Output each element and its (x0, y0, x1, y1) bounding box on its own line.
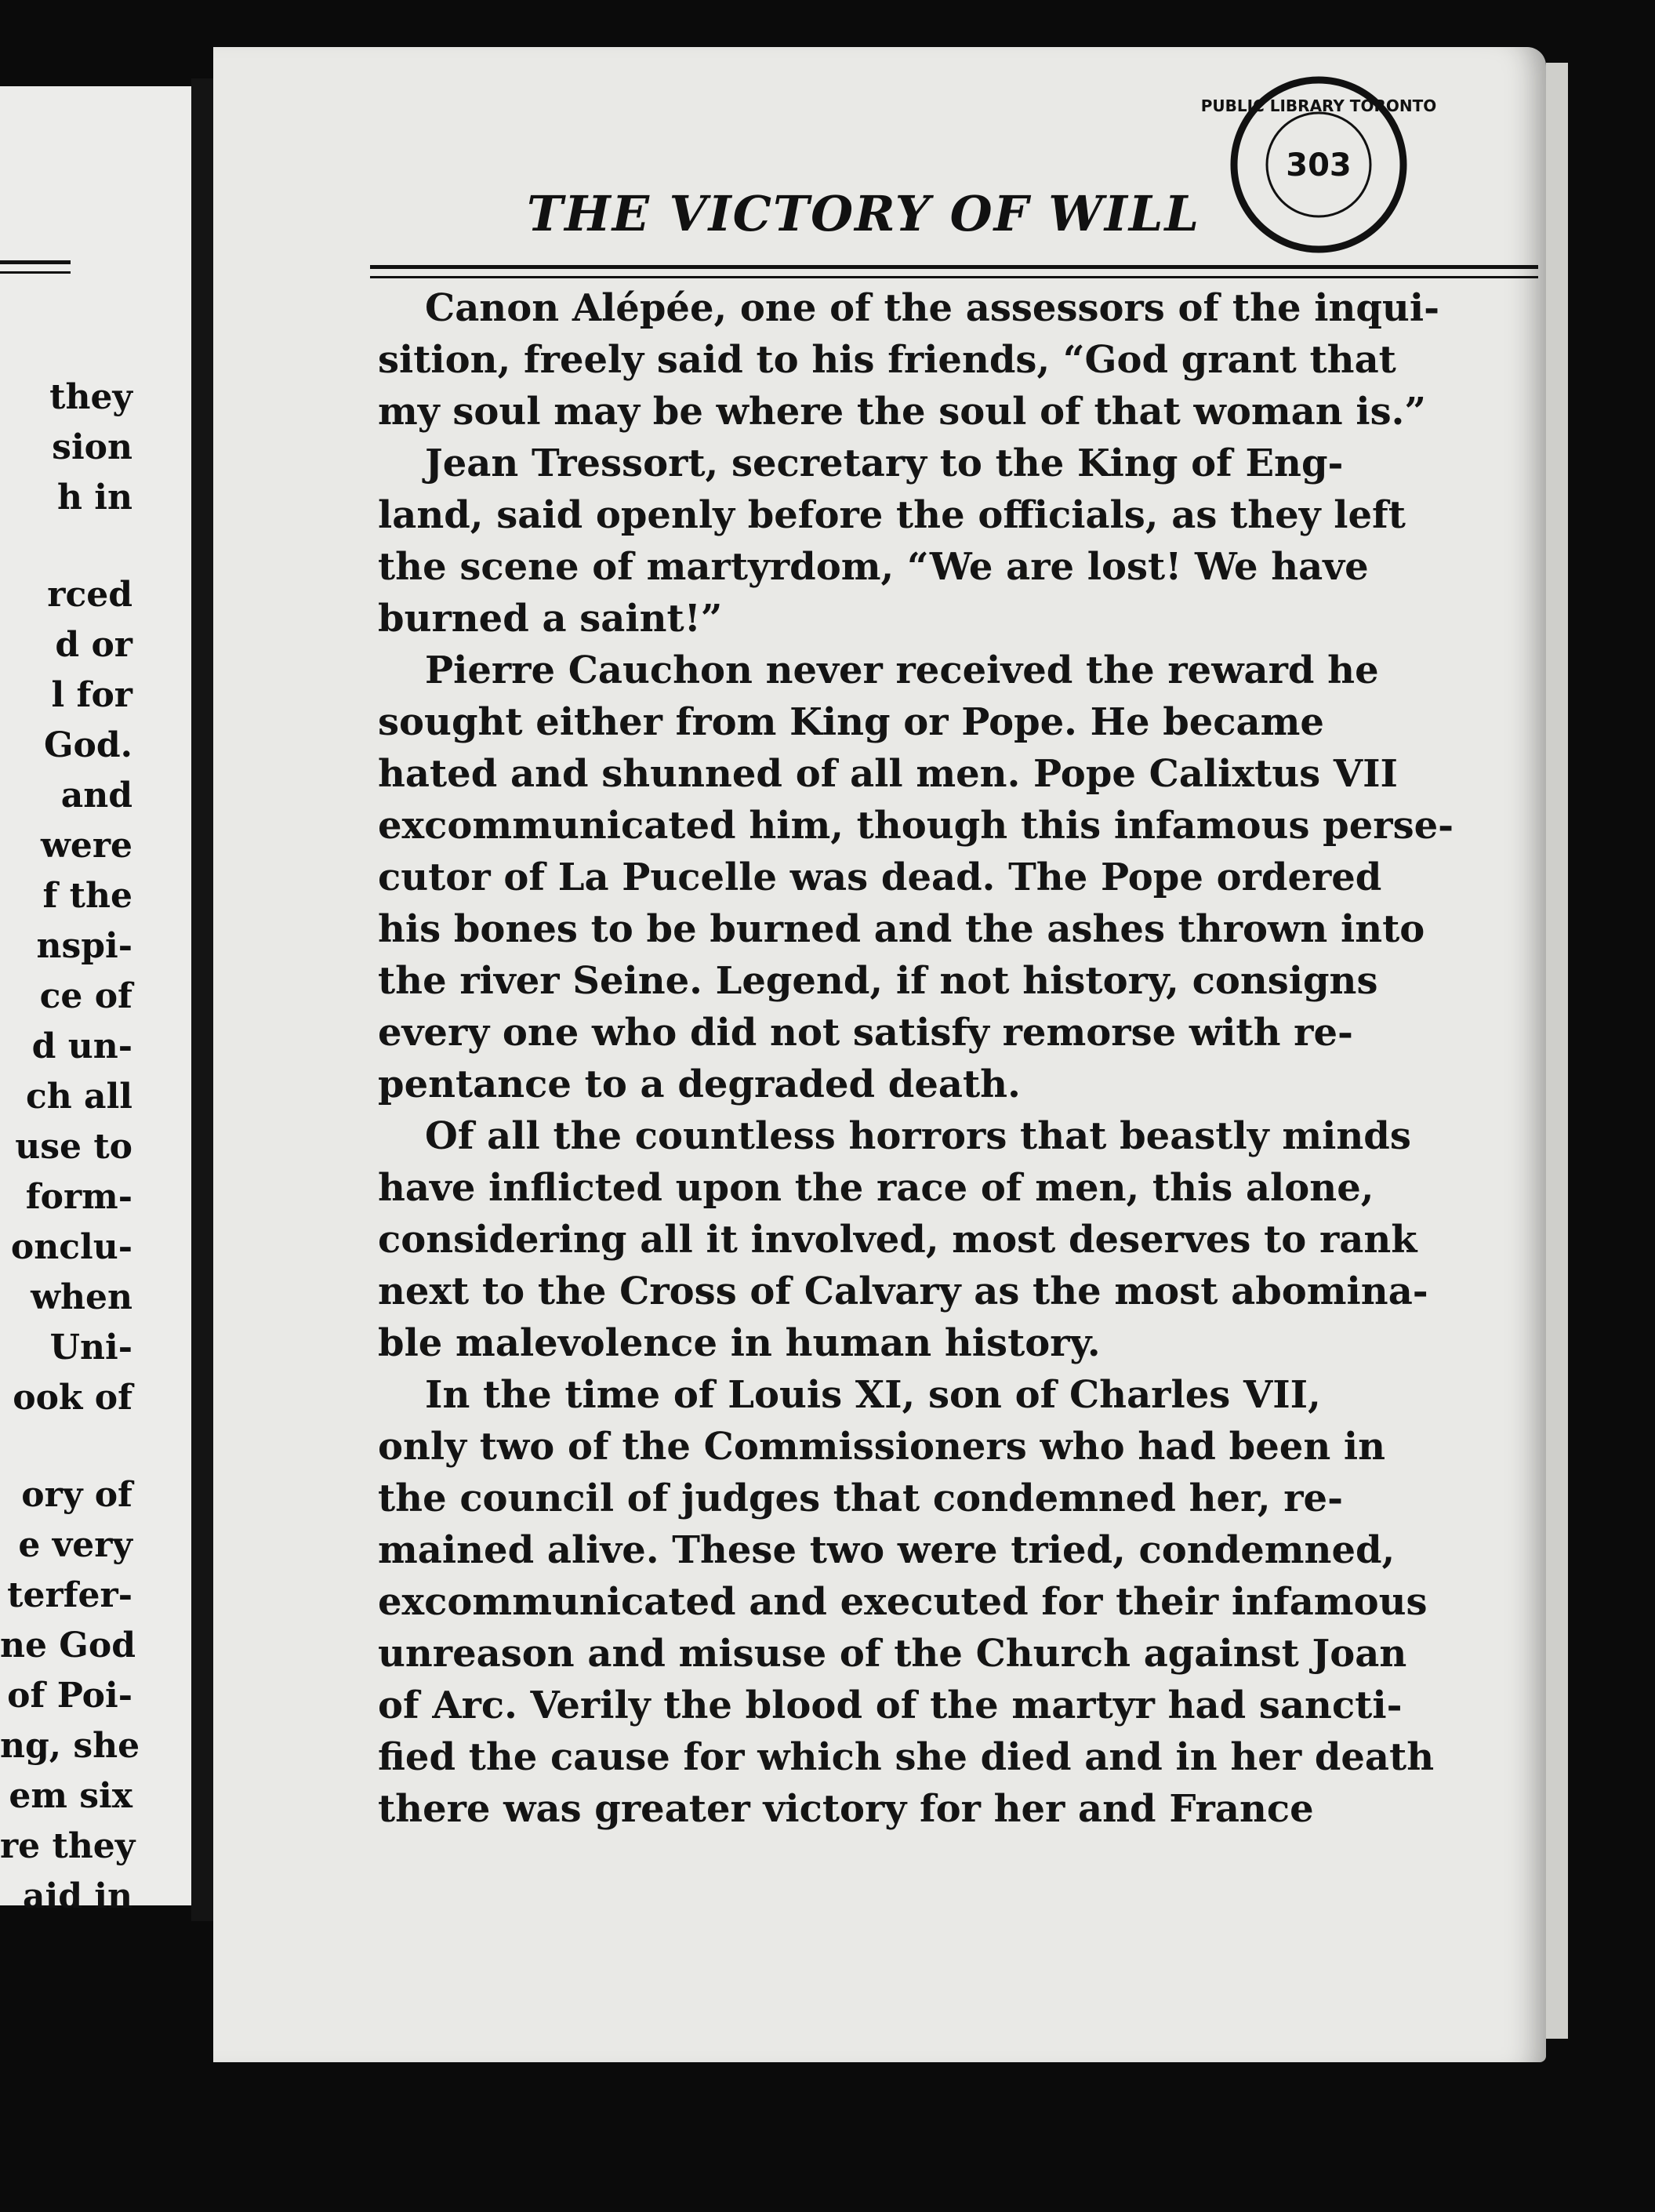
header-rule (370, 265, 1538, 269)
text-line: the council of judges that condemned her, re- (378, 1476, 1344, 1520)
left-line: and (60, 775, 132, 815)
text-line: the river Seine. Legend, if not history, consigns (378, 959, 1378, 1003)
left-line: ch all (25, 1077, 132, 1117)
left-page-rule (0, 260, 71, 264)
left-line: terfer- (7, 1575, 132, 1615)
text-line: ble malevolence in human history. (378, 1321, 1101, 1365)
text-line: my soul may be where the soul of that woman is.” (378, 390, 1426, 434)
stamp-text: PUBLIC LIBRARY TORONTO (1200, 96, 1437, 115)
text-line: have inflicted upon the race of men, this alone, (378, 1166, 1374, 1210)
left-line: ook of (13, 1378, 132, 1418)
paragraph-5 (378, 1369, 1435, 1835)
page-number: 303 (1286, 147, 1352, 183)
left-line: onclu- (10, 1227, 132, 1267)
left-line: ng, she (0, 1726, 140, 1766)
running-title: THE VICTORY OF WILL (527, 185, 1201, 242)
text-line: fied the cause for which she died and in her death (378, 1735, 1435, 1779)
left-page-text (0, 372, 192, 1922)
left-line: d un- (31, 1026, 132, 1066)
left-line: when (31, 1277, 132, 1317)
left-line: nspi- (36, 926, 132, 966)
paragraph-1 (378, 282, 1439, 438)
text-line: unreason and misuse of the Church against Joan (378, 1632, 1407, 1676)
left-line: rced (47, 575, 132, 615)
header-rule-thin (370, 276, 1538, 278)
text-line: the scene of martyrdom, “We are lost! We have (378, 545, 1369, 589)
left-line: ce of (39, 976, 132, 1016)
left-line: sion (52, 427, 132, 467)
left-line: d or (55, 625, 132, 665)
text-line: In the time of Louis XI, son of Charles VII, (425, 1373, 1321, 1417)
text-line: Jean Tressort, secretary to the King of Eng- (425, 441, 1344, 485)
text-line: Pierre Cauchon never received the reward he (425, 648, 1379, 692)
left-gap (0, 1423, 192, 1470)
text-line: pentance to a degraded death. (378, 1062, 1021, 1106)
left-line: ory of (21, 1475, 132, 1515)
text-line: sition, freely said to his friends, “God grant that (378, 338, 1396, 382)
left-line: God. (43, 725, 132, 765)
text-line: land, said openly before the officials, as they left (378, 493, 1406, 537)
right-page (213, 47, 1546, 2062)
page-edge (1546, 63, 1568, 2039)
text-line: only two of the Commissioners who had been in (378, 1425, 1386, 1469)
left-line: of Poi- (7, 1676, 132, 1716)
left-page-rule-thin (0, 271, 71, 274)
text-line: sought either from King or Pope. He became (378, 700, 1324, 744)
library-stamp (1200, 71, 1437, 259)
book-gutter (191, 78, 213, 1921)
text-line: excommunicated him, though this infamous perse- (378, 804, 1454, 848)
text-line: of Arc. Verily the blood of the martyr had sancti- (378, 1684, 1403, 1727)
left-line: h in (56, 478, 132, 518)
paragraph-3 (378, 645, 1454, 1110)
text-line: next to the Cross of Calvary as the most abomina- (378, 1269, 1428, 1313)
left-line: ne God (0, 1625, 136, 1665)
left-line: form- (25, 1177, 132, 1217)
left-line: were (40, 826, 132, 866)
left-line: l for (51, 675, 132, 715)
left-line: Uni- (49, 1328, 132, 1368)
text-line: considering all it involved, most deserves to rank (378, 1218, 1417, 1262)
left-facing-page (0, 86, 192, 1916)
page-body (378, 282, 1454, 1835)
text-line: Of all the countless horrors that beastly minds (425, 1114, 1411, 1158)
left-line: they (49, 377, 132, 417)
paragraph-2 (378, 438, 1406, 645)
text-line: excommunicated and executed for their infamous (378, 1580, 1428, 1624)
text-line: Canon Alépée, one of the assessors of the inqui- (425, 286, 1439, 330)
left-line: aid in (22, 1876, 132, 1916)
left-line: use to (15, 1127, 132, 1167)
text-line: there was greater victory for her and France (378, 1787, 1314, 1831)
text-line: cutor of La Pucelle was dead. The Pope ordered (378, 855, 1382, 899)
left-line: re they (0, 1826, 136, 1866)
left-line: em six (9, 1776, 132, 1816)
text-line: hated and shunned of all men. Pope Calixtus VII (378, 752, 1398, 796)
text-line: his bones to be burned and the ashes thrown into (378, 907, 1425, 951)
text-line: mained alive. These two were tried, condemned, (378, 1528, 1395, 1572)
text-line: burned a saint!” (378, 597, 723, 641)
text-line: every one who did not satisfy remorse with re- (378, 1011, 1353, 1055)
left-line: f the (42, 876, 132, 916)
left-line: e very (18, 1525, 132, 1565)
paragraph-4 (378, 1110, 1428, 1369)
left-gap (0, 523, 192, 570)
